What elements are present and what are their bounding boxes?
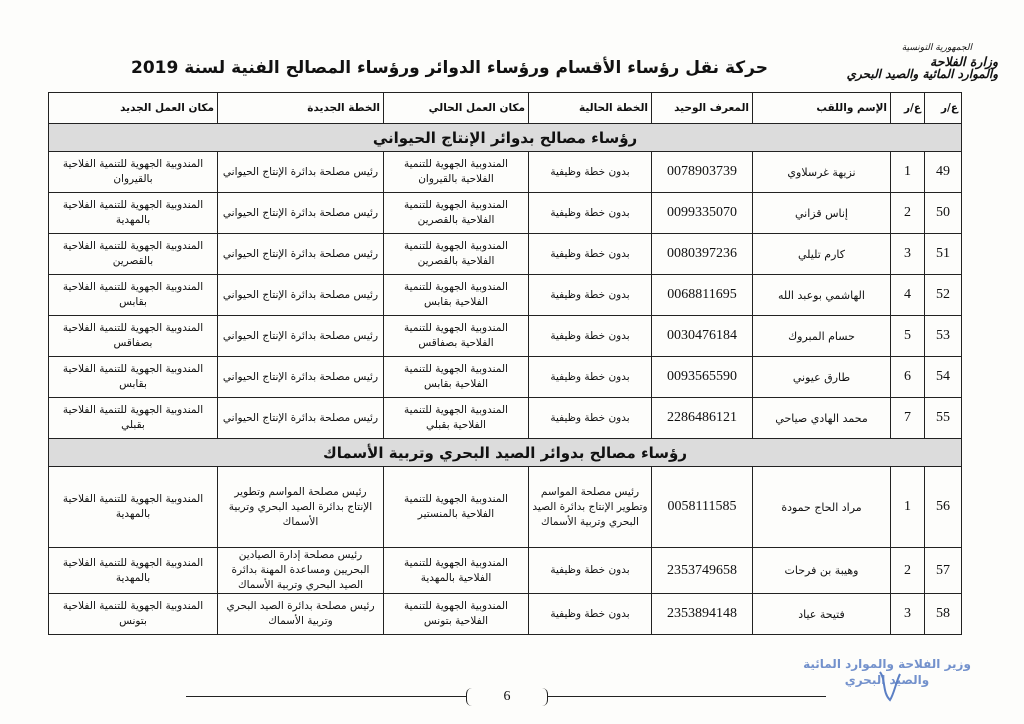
cell-current-plan: رئيس مصلحة المواسم وتطوير الإنتاج بدائرة الصيد البحري وتربية الأسماك: [529, 467, 652, 548]
cell-current-plan: بدون خطة وظيفية: [529, 234, 652, 275]
stamp-line-1: وزير الفلاحة والموارد المائية: [803, 657, 971, 671]
cell-new-plan: رئيس مصلحة بدائرة الإنتاج الحيواني: [218, 275, 384, 316]
cell-section-no: 6: [891, 357, 925, 398]
cell-global-no: 55: [925, 398, 962, 439]
table-body: [49, 124, 962, 635]
header-name: الإسم واللقب: [753, 93, 891, 124]
cell-global-no: 50: [925, 193, 962, 234]
cell-global-no: 57: [925, 548, 962, 594]
cell-current-location: المندوبية الجهوية للتنمية الفلاحية بصفاقس: [384, 316, 529, 357]
cell-current-plan: بدون خطة وظيفية: [529, 398, 652, 439]
signature-mark: [876, 666, 904, 706]
table-row: [49, 357, 962, 398]
table-row: [49, 467, 962, 548]
header-current-plan: الخطة الحالية: [529, 93, 652, 124]
table-row: [49, 316, 962, 357]
cell-national-id: 2353894148: [652, 594, 753, 635]
cell-national-id: 0058111585: [652, 467, 753, 548]
cell-current-plan: بدون خطة وظيفية: [529, 152, 652, 193]
cell-section-no: 1: [891, 152, 925, 193]
cell-section-no: 2: [891, 548, 925, 594]
cell-new-location: المندوبية الجهوية للتنمية الفلاحية بتونس: [49, 594, 218, 635]
cell-new-location: المندوبية الجهوية للتنمية الفلاحية بقابس: [49, 357, 218, 398]
cell-new-plan: رئيس مصلحة بدائرة الصيد البحري وتربية الأسماك: [218, 594, 384, 635]
header-new-plan: الخطة الجديدة: [218, 93, 384, 124]
header-global-no: ع/ر: [925, 93, 962, 124]
section-header-row: [49, 439, 962, 467]
cell-section-no: 5: [891, 316, 925, 357]
cell-current-location: المندوبية الجهوية للتنمية الفلاحية بالمنستير: [384, 467, 529, 548]
cell-national-id: 0093565590: [652, 357, 753, 398]
cell-new-location: المندوبية الجهوية للتنمية الفلاحية بالقيروان: [49, 152, 218, 193]
cell-global-no: 56: [925, 467, 962, 548]
table-header-row: [49, 93, 962, 124]
cell-new-location: المندوبية الجهوية للتنمية الفلاحية بقابس: [49, 275, 218, 316]
cell-new-plan: رئيس مصلحة بدائرة الإنتاج الحيواني: [218, 152, 384, 193]
cell-global-no: 51: [925, 234, 962, 275]
stamp-line-2: والصيد البحري: [844, 673, 930, 687]
cell-national-id: 2286486121: [652, 398, 753, 439]
cell-current-location: المندوبية الجهوية للتنمية الفلاحية بالمهدية: [384, 548, 529, 594]
cell-global-no: 53: [925, 316, 962, 357]
section-title: رؤساء مصالح بدوائر الإنتاج الحيواني: [49, 124, 962, 152]
header-new-location: مكان العمل الجديد: [49, 93, 218, 124]
cell-current-plan: بدون خطة وظيفية: [529, 193, 652, 234]
header-section-no: ع/ر: [891, 93, 925, 124]
cell-new-location: المندوبية الجهوية للتنمية الفلاحية بالمهدية: [49, 548, 218, 594]
table-row: [49, 193, 962, 234]
document-title: حركة نقل رؤساء الأقسام ورؤساء الدوائر ورؤساء المصالح الفنية لسنة 2019: [131, 58, 768, 78]
cell-national-id: 0080397236: [652, 234, 753, 275]
cell-national-id: 0099335070: [652, 193, 753, 234]
cell-new-plan: رئيس مصلحة المواسم وتطوير الإنتاج بدائرة الصيد البحري وتربية الأسماك: [218, 467, 384, 548]
cell-section-no: 7: [891, 398, 925, 439]
cell-name: الهاشمي بوعبد الله: [753, 275, 891, 316]
cell-name: إناس قزاني: [753, 193, 891, 234]
cell-current-location: المندوبية الجهوية للتنمية الفلاحية بتونس: [384, 594, 529, 635]
section-title: رؤساء مصالح بدوائر الصيد البحري وتربية الأسماك: [49, 439, 962, 467]
cell-current-plan: بدون خطة وظيفية: [529, 594, 652, 635]
table-row: [49, 548, 962, 594]
cell-new-location: المندوبية الجهوية للتنمية الفلاحية بقبلي: [49, 398, 218, 439]
cell-current-location: المندوبية الجهوية للتنمية الفلاحية بقبلي: [384, 398, 529, 439]
cell-new-plan: رئيس مصلحة بدائرة الإنتاج الحيواني: [218, 234, 384, 275]
cell-name: وهيبة بن فرحات: [753, 548, 891, 594]
cell-new-plan: رئيس مصلحة إدارة الصيادين البحريين ومساعدة المهنة بدائرة الصيد البحري وتربية الأسماك: [218, 548, 384, 594]
cell-current-plan: بدون خطة وظيفية: [529, 316, 652, 357]
cell-global-no: 49: [925, 152, 962, 193]
cell-current-plan: بدون خطة وظيفية: [529, 548, 652, 594]
cell-section-no: 3: [891, 234, 925, 275]
table-row: [49, 234, 962, 275]
cell-global-no: 58: [925, 594, 962, 635]
cell-new-plan: رئيس مصلحة بدائرة الإنتاج الحيواني: [218, 193, 384, 234]
cell-global-no: 52: [925, 275, 962, 316]
cell-name: مراد الحاج حمودة: [753, 467, 891, 548]
section-header-row: [49, 124, 962, 152]
cell-name: حسام المبروك: [753, 316, 891, 357]
letterhead-republic: الجمهورية التونسية: [901, 43, 972, 53]
transfer-table: [48, 92, 962, 635]
cell-name: نزيهة غرسلاوي: [753, 152, 891, 193]
letterhead-ministry: وزارة الفلاحة: [930, 54, 998, 69]
cell-national-id: 2353749658: [652, 548, 753, 594]
cell-name: طارق عيوني: [753, 357, 891, 398]
cell-current-plan: بدون خطة وظيفية: [529, 275, 652, 316]
cell-name: فتيحة عياد: [753, 594, 891, 635]
cell-current-location: المندوبية الجهوية للتنمية الفلاحية بالقيروان: [384, 152, 529, 193]
table-row: [49, 152, 962, 193]
letterhead-ministry-sub: والموارد المائية والصيد البحري: [846, 67, 998, 81]
page-number: 6: [466, 688, 548, 706]
header-national-id: المعرف الوحيد: [652, 93, 753, 124]
cell-current-location: المندوبية الجهوية للتنمية الفلاحية بقابس: [384, 357, 529, 398]
cell-national-id: 0078903739: [652, 152, 753, 193]
cell-new-location: المندوبية الجهوية للتنمية الفلاحية بالمهدية: [49, 467, 218, 548]
cell-current-location: المندوبية الجهوية للتنمية الفلاحية بالقصرين: [384, 193, 529, 234]
cell-current-plan: بدون خطة وظيفية: [529, 357, 652, 398]
cell-current-location: المندوبية الجهوية للتنمية الفلاحية بقابس: [384, 275, 529, 316]
cell-current-location: المندوبية الجهوية للتنمية الفلاحية بالقصرين: [384, 234, 529, 275]
header-current-location: مكان العمل الحالي: [384, 93, 529, 124]
table-row: [49, 275, 962, 316]
cell-section-no: 2: [891, 193, 925, 234]
table-row: [49, 594, 962, 635]
cell-new-location: المندوبية الجهوية للتنمية الفلاحية بالمهدية: [49, 193, 218, 234]
cell-new-plan: رئيس مصلحة بدائرة الإنتاج الحيواني: [218, 316, 384, 357]
cell-new-location: المندوبية الجهوية للتنمية الفلاحية بصفاقس: [49, 316, 218, 357]
cell-section-no: 4: [891, 275, 925, 316]
cell-global-no: 54: [925, 357, 962, 398]
cell-name: كارم تليلي: [753, 234, 891, 275]
cell-national-id: 0068811695: [652, 275, 753, 316]
cell-national-id: 0030476184: [652, 316, 753, 357]
ministry-letterhead: [830, 42, 998, 81]
cell-section-no: 3: [891, 594, 925, 635]
table-row: [49, 398, 962, 439]
cell-new-plan: رئيس مصلحة بدائرة الإنتاج الحيواني: [218, 398, 384, 439]
cell-new-plan: رئيس مصلحة بدائرة الإنتاج الحيواني: [218, 357, 384, 398]
cell-name: محمد الهادي صياحي: [753, 398, 891, 439]
cell-new-location: المندوبية الجهوية للتنمية الفلاحية بالقصرين: [49, 234, 218, 275]
cell-section-no: 1: [891, 467, 925, 548]
